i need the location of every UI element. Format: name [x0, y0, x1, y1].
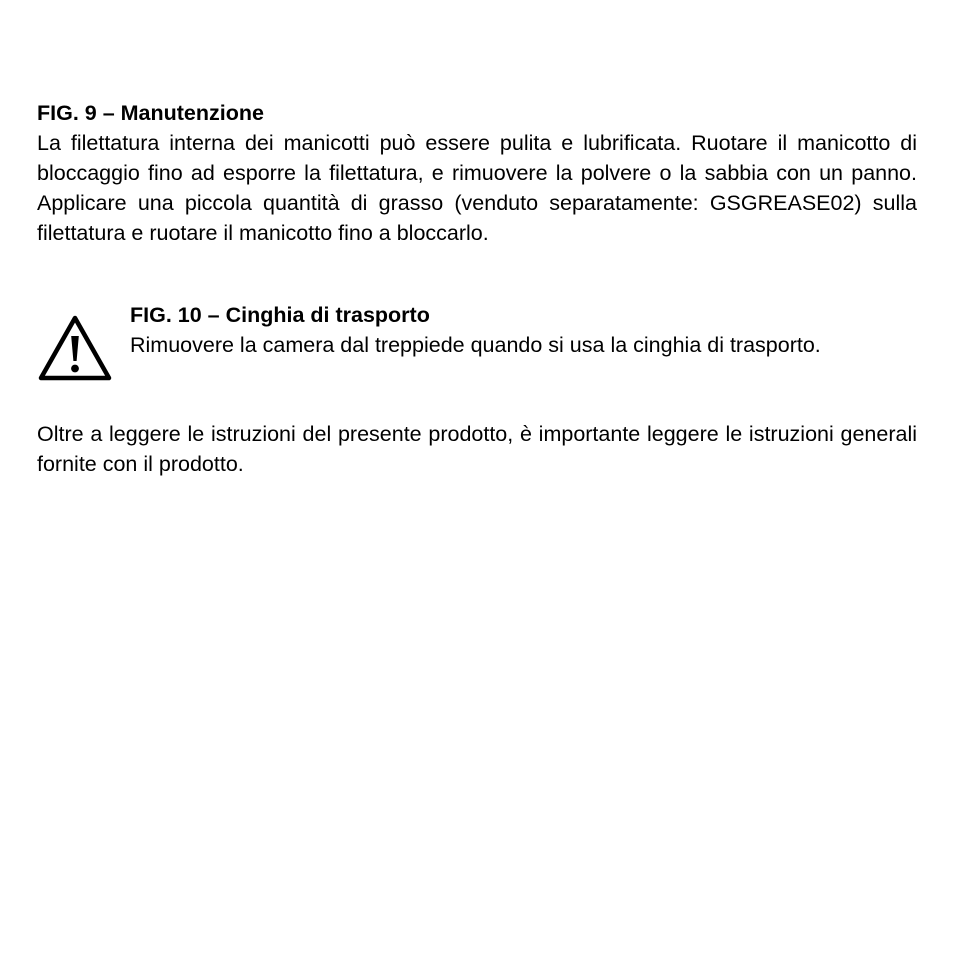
carry-strap-text: Rimuovere la camera dal treppiede quando si usa la cinghia di trasporto.: [130, 333, 821, 357]
maintenance-text: La filettatura interna dei manicotti può essere pulita e lubrificata. Ruotare il manicotto di bloccaggio fino ad esporre la filettatura, e rimuovere la polvere o la sabbia con un panno. Applicare una piccola quantità di grasso (venduto separatamente: GSGREASE02) sulla filettatura e ruotare il manicotto fino a bloccarlo.: [37, 131, 917, 245]
maintenance-section: [37, 98, 917, 248]
carry-strap-heading: FIG. 10 – Cinghia di trasporto: [130, 303, 430, 327]
general-note-section: [37, 419, 917, 479]
carry-strap-section: [130, 300, 917, 360]
warning-triangle-icon: [37, 314, 113, 382]
general-note-text: Oltre a leggere le istruzioni del presente prodotto, è importante leggere le istruzioni generali fornite con il prodotto.: [37, 422, 917, 476]
maintenance-heading: FIG. 9 – Manutenzione: [37, 101, 264, 125]
